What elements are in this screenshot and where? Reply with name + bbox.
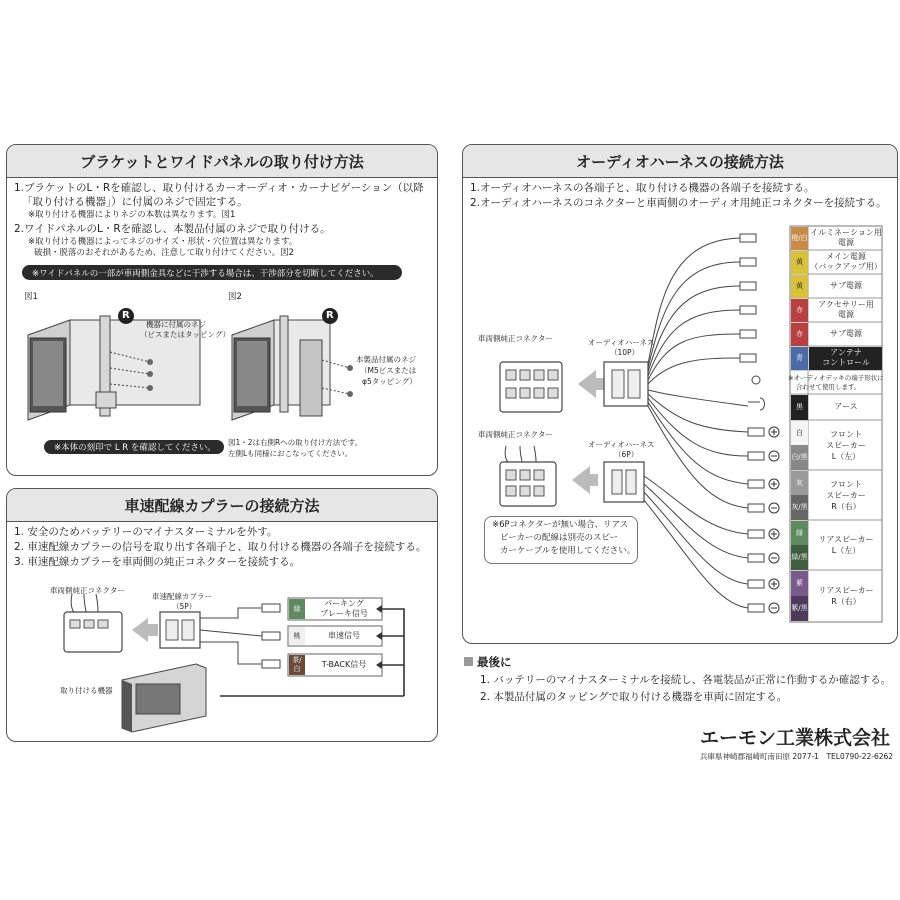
speed-wire2-chip: 桃 — [289, 627, 305, 645]
audio-chip-10: 灰/黒 — [791, 495, 808, 520]
fig-note1: 図1・2は右側Rへの取り付け方法です。 — [228, 438, 363, 447]
audio-note2: ピーカーの配線は別売のスピー — [500, 533, 619, 543]
bracket-step1b: 「取り付ける機器」）に付属のネジで固定する。 — [22, 196, 248, 208]
audio-label-7b: スピーカー — [826, 441, 866, 450]
audio-label-4a: サブ電源 — [830, 329, 862, 338]
bracket-step1: 1.ブラケットのL・Rを確認し、取り付けるカーオーディオ・カーナビゲーション（以降 — [14, 182, 424, 194]
audio-chip-13: 紫 — [791, 571, 808, 596]
audio-label-11a: リアスピーカー — [818, 535, 874, 544]
fig-note2: 左側Lも同様におこなってください。 — [228, 449, 353, 458]
bracket-step2: 2.ワイドパネルのL・Rを確認し、本製品付属のネジで取り付ける。 — [14, 223, 331, 235]
speed-wire2-label1: 車速信号 — [328, 631, 360, 640]
fig2-screw-label2: （M5ビスまたは — [360, 366, 417, 375]
antenna-note1: ※オーディオデッキの端子形状に — [788, 374, 884, 382]
bracket-title: ブラケットとワイドパネルの取り付け方法 — [7, 145, 437, 178]
bracket-step1-note: ※取り付ける機器によりネジの本数は異なります。図1 — [28, 210, 236, 220]
speed-step1: 1. 安全のためバッテリーのマイナスターミナルを外す。 — [14, 526, 278, 538]
speed-title: 車速配線カプラーの接続方法 — [7, 489, 437, 522]
audio-chip-1: 黄 — [791, 251, 808, 274]
bracket-step2-note1: ※取り付ける機器によってネジのサイズ・形状・穴位置は異なります。 — [28, 237, 298, 247]
speed-coupler: 車速配線カプラー — [152, 592, 212, 601]
audio-chip-7: 白 — [791, 421, 808, 445]
final-step2: 2. 本製品付属のタッピングで取り付ける機器を車両に固定する。 — [480, 691, 788, 703]
fig1-screw-label1: 機器に付属のネジ — [146, 320, 206, 329]
audio-chip-6: 黒 — [791, 395, 808, 420]
audio-harness1-pins: （10P） — [610, 348, 640, 357]
audio-chip-3: 赤 — [791, 299, 808, 322]
audio-label-8a: L（左） — [831, 452, 861, 461]
antenna-note2: 合わせて使用します。 — [796, 383, 861, 391]
audio-chip-8: 白/黒 — [791, 445, 808, 470]
audio-label-5b: コントロール — [822, 358, 870, 367]
audio-label-6a: アース — [834, 402, 858, 411]
speed-step3: 3. 車速配線カプラーを車両側の純正コネクターを接続する。 — [14, 556, 301, 568]
audio-vehicle-connector2: 車両側純正コネクター — [478, 430, 553, 439]
audio-chip-9: 灰 — [791, 471, 808, 495]
audio-label-3b: 電源 — [838, 310, 854, 319]
audio-step1: 1.オーディオハーネスの各端子と、取り付ける機器の各端子を接続する。 — [470, 182, 815, 194]
audio-chip-4: 赤 — [791, 323, 808, 346]
audio-label-9a: フロント — [830, 480, 862, 489]
bracket-step2-note2: 破損・脱落のおそれがあるため、注意して取り付けてください。図2 — [34, 248, 295, 258]
final-step1: 1. バッテリーのマイナスターミナルを接続し、各電装品が正常に作動するか確認する。 — [480, 674, 892, 686]
audio-note1: ※6Pコネクターが無い場合、リアス — [492, 520, 629, 530]
audio-label-0a: イルミネーション用 — [810, 228, 882, 237]
audio-label-9b: スピーカー — [826, 491, 866, 500]
audio-label-5a: アンテナ — [830, 348, 862, 357]
company-address: 兵庫県神崎郡福崎町南田原 2077-1 TEL0790-22-6262 — [700, 752, 894, 761]
audio-harness1: オーディオハーネス — [588, 338, 655, 347]
speed-vehicle-connector: 車両側純正コネクター — [50, 586, 125, 595]
audio-label-0b: 電源 — [838, 238, 854, 247]
fig1-r-badge: R — [122, 310, 130, 321]
final-square-icon — [464, 657, 473, 666]
audio-chip-0: 橙/白 — [791, 227, 808, 250]
audio-harness2-pins: （6P） — [614, 450, 639, 459]
fig2-screw-label1: 本製品付属のネジ — [356, 355, 416, 364]
audio-label-1b: （バックアップ用） — [810, 262, 882, 271]
bracket-warning-text: ※ワイドパネルの一部が車両側金具などに干渉する場合は、干渉部分を切断してください。 — [32, 268, 379, 279]
speed-device: 取り付ける機器 — [60, 686, 113, 695]
audio-chip-14: 紫/黒 — [791, 596, 808, 621]
audio-label-1a: メイン電源 — [826, 252, 866, 261]
audio-label-3a: アクセサリー用 — [818, 300, 874, 309]
audio-label-2a: サブ電源 — [830, 281, 862, 290]
audio-label-10a: R（右） — [831, 502, 861, 511]
fig2-r-badge: R — [326, 310, 334, 321]
audio-title: オーディオハーネスの接続方法 — [463, 145, 897, 178]
audio-chip-5: 青 — [791, 347, 808, 370]
bracket-bottom-text: ※本体の刻印で L R を確認してください。 — [54, 443, 216, 453]
audio-label-13a: リアスピーカー — [818, 586, 874, 595]
speed-wire1-label1: パーキング — [324, 599, 364, 608]
audio-harness2: オーディオハーネス — [588, 440, 655, 449]
speed-wire3-label1: T-BACK信号 — [321, 660, 367, 669]
audio-chip-11: 緑 — [791, 521, 808, 545]
company-name: エーモン工業株式会社 — [700, 727, 891, 749]
audio-step2: 2.オーディオハーネスのコネクターと車両側のオーディオ用純正コネクターを接続する。 — [470, 197, 887, 209]
speed-wire1-chip: 緑 — [289, 599, 305, 619]
speed-wire3-chip: 茶/白 — [289, 655, 305, 675]
fig2-screw-label3: φ5タッピング） — [362, 377, 417, 386]
audio-label-7a: フロント — [830, 430, 862, 439]
audio-chip-12: 緑/黒 — [791, 545, 808, 570]
audio-chip-2: 黄 — [791, 275, 808, 298]
audio-label-13b: R（右） — [831, 597, 861, 606]
fig1-screw-label2: （ビスまたはタッピング） — [140, 330, 231, 339]
final-title: 最後に — [477, 655, 512, 669]
audio-label-11b: L（左） — [831, 546, 861, 555]
audio-vehicle-connector1: 車両側純正コネクター — [478, 334, 553, 343]
fig1-label: 図1 — [24, 292, 38, 302]
speed-coupler-pins: （5P） — [172, 602, 197, 611]
speed-wire1-label2: ブレーキ信号 — [320, 609, 368, 618]
fig2-label: 図2 — [228, 292, 242, 302]
audio-note3: カーケーブルを使用してください。 — [500, 546, 636, 556]
speed-step2: 2. 車速配線カプラーの信号を取り出す各端子と、取り付ける機器の各端子を接続する。 — [14, 541, 427, 553]
